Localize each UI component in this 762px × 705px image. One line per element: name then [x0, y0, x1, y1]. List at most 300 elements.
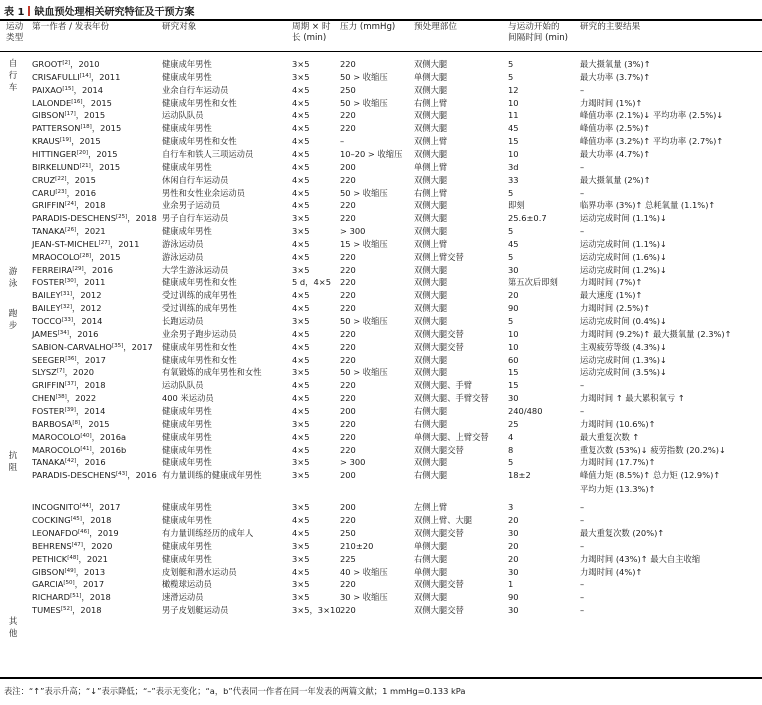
- publication-year: 2012: [80, 290, 102, 301]
- reference-number: [20]: [76, 149, 89, 156]
- site-cell: 双侧大腿: [414, 354, 448, 365]
- cycle-cell: 4×5: [292, 136, 310, 147]
- author-cell: PARADIS-DESCHENS[25]，2018: [32, 213, 157, 224]
- interval-cell: 即刻: [508, 200, 525, 211]
- cycle-cell: 3×5: [292, 367, 310, 378]
- interval-cell: 30: [508, 264, 519, 275]
- site-cell: 右侧大腿: [414, 406, 448, 416]
- publication-year: 2016: [91, 264, 114, 275]
- author-name: PETHICK: [32, 553, 68, 564]
- header-author: 第一作者 / 发表年份: [32, 22, 110, 32]
- pressure-cell: 220: [340, 328, 356, 339]
- publication-year: 2014: [81, 84, 104, 95]
- header-subject: 研究对象: [162, 22, 197, 32]
- site-cell: 双侧大腿: [414, 226, 448, 236]
- reference-number: [49]: [64, 567, 76, 574]
- reference-number: [22]: [55, 175, 67, 182]
- pressure-cell: 200: [340, 161, 356, 172]
- reference-number: [2]: [62, 60, 71, 66]
- site-cell: 双侧大腿: [414, 457, 448, 468]
- pressure-cell: 220: [340, 354, 356, 365]
- author-cell: MRAOCOLO[28]，2015: [32, 251, 121, 262]
- result-cell: 重复次数 (53%)↓ 疲劳指数 (20.2%)↓: [580, 444, 726, 455]
- result-cell: –: [580, 592, 585, 603]
- table-row: [0, 314, 762, 328]
- author-cell: KRAUS[19]，2015: [32, 136, 101, 147]
- table-row: [0, 340, 762, 354]
- publication-year: 2019: [97, 527, 119, 538]
- reference-number: [25]: [116, 214, 128, 221]
- publication-year: 2016b: [99, 444, 127, 455]
- publication-year: 2015: [100, 123, 122, 134]
- category-swimming: 游 泳: [8, 267, 18, 289]
- subject-cell: 皮划艇和潜水运动员: [162, 566, 237, 577]
- subject-cell: 健康成年男性: [162, 457, 212, 468]
- pressure-cell: 50 > 收缩压: [340, 367, 388, 378]
- author-name: JAMES: [32, 328, 58, 339]
- result-cell: 力竭时间 (2.5%)↑: [580, 303, 651, 314]
- cycle-cell: 3×5: [292, 71, 310, 82]
- result-cell: 运动完成时间 (3.5%)↓: [580, 367, 667, 378]
- author-name: JEAN-ST-MICHEL: [32, 238, 99, 249]
- author-cell: JEAN-ST-MICHEL[27]，2011: [32, 238, 140, 249]
- pressure-cell: 220: [340, 393, 356, 404]
- table-row: [0, 173, 762, 187]
- pressure-cell: 220: [340, 418, 356, 429]
- subject-cell: 业余男子运动员: [162, 200, 221, 211]
- publication-year: 2011: [99, 71, 121, 82]
- interval-cell: 5: [508, 226, 514, 236]
- author-cell: LEONAFDO[46]，2019: [32, 527, 119, 538]
- header-site: 预处理部位: [414, 22, 457, 32]
- reference-number: [18]: [80, 124, 92, 131]
- pressure-cell: 220: [340, 59, 356, 69]
- publication-year: 2021: [86, 553, 108, 564]
- author-name: MRAOCOLO: [32, 251, 80, 262]
- subject-cell: 400 米运动员: [162, 393, 214, 404]
- author-name: TANAKA: [32, 226, 65, 236]
- subject-cell: 健康成年男性: [162, 123, 212, 134]
- author-cell: TANAKA[26]，2021: [32, 226, 106, 236]
- publication-year: 2017: [99, 502, 121, 513]
- table-row: [0, 121, 762, 135]
- result-cell: 运动完成时间 (1.2%)↓: [580, 264, 667, 275]
- site-cell: 双侧大腿交替: [414, 579, 464, 590]
- subject-cell: 受过训练的成年男性: [162, 303, 237, 314]
- result-cell: 主观疲劳等级 (4.3%)↓: [580, 341, 667, 352]
- table-row: [0, 70, 762, 84]
- publication-year: 2015: [99, 251, 121, 262]
- header-result: 研究的主要结果: [580, 22, 641, 32]
- site-cell: 双侧上臂: [414, 238, 448, 249]
- reference-number: [30]: [64, 278, 76, 285]
- author-cell: CRISAFULLI[14]，2011: [32, 71, 121, 82]
- author-cell: BIRKELUND[21]，2015: [32, 161, 121, 172]
- publication-year: 2021: [84, 226, 106, 236]
- result-cell: –: [580, 161, 585, 172]
- top-rule: [0, 19, 762, 21]
- subject-cell: 速滑运动员: [162, 592, 204, 603]
- site-cell: 双侧大腿: [414, 290, 448, 301]
- interval-cell: 18±2: [508, 470, 531, 481]
- interval-cell: 30: [508, 527, 519, 538]
- pressure-cell: 10–20 > 收缩压: [340, 148, 403, 159]
- author-name: SLYSZ: [32, 367, 57, 378]
- author-name: CRUZ: [32, 174, 56, 185]
- author-cell: FOSTER[30]，2011: [32, 277, 106, 288]
- site-cell: 左侧上臂: [414, 502, 448, 513]
- interval-cell: 5: [508, 59, 514, 69]
- table-row: [0, 198, 762, 212]
- header-rule: [0, 51, 762, 52]
- table-row: [0, 552, 762, 566]
- subject-cell: 健康成年男性: [162, 431, 212, 442]
- bottom-rule: [0, 677, 762, 679]
- author-name: PARADIS-DESCHENS: [32, 470, 116, 481]
- author-cell: GARCIA[50]，2017: [32, 579, 105, 590]
- publication-year: 2014: [84, 406, 106, 416]
- result-cell: 运动完成时间 (1.1%)↓: [580, 213, 667, 224]
- pressure-cell: 50 > 收缩压: [340, 187, 388, 198]
- publication-year: 2018: [84, 200, 106, 211]
- reference-number: [48]: [67, 554, 79, 561]
- author-cell: PATTERSON[18]，2015: [32, 123, 122, 134]
- reference-number: [52]: [60, 606, 73, 612]
- author-cell: FOSTER[39]，2014: [32, 406, 106, 416]
- subject-cell: 健康成年男性: [162, 59, 212, 69]
- author-cell: BAILEY[31]，2012: [32, 290, 102, 301]
- reference-number: [23]: [55, 188, 67, 195]
- subject-cell: 健康成年男性和女性: [162, 277, 237, 288]
- pressure-cell: 30 > 收缩压: [340, 592, 388, 603]
- category-resistance: 抗 阻: [8, 451, 18, 473]
- pressure-cell: 220: [340, 444, 356, 455]
- pressure-cell: 200: [340, 502, 356, 513]
- pressure-cell: 50 > 收缩压: [340, 97, 388, 108]
- table-row: [0, 147, 762, 161]
- publication-year: 2012: [80, 303, 102, 314]
- cycle-cell: 3×5: [292, 592, 310, 603]
- site-cell: 双侧大腿: [414, 84, 448, 95]
- result-cell: –: [580, 502, 585, 513]
- cycle-cell: 4×5: [292, 238, 310, 249]
- site-cell: 双侧大腿: [414, 303, 448, 314]
- pressure-cell: 220: [340, 264, 356, 275]
- reference-number: [15]: [62, 85, 74, 92]
- publication-year: 2015: [99, 161, 121, 172]
- result-cell: 力竭时间 (4%)↑: [580, 566, 643, 577]
- pressure-cell: 220: [340, 174, 356, 185]
- reference-number: [28]: [79, 252, 92, 259]
- site-cell: 右侧大腿: [414, 418, 448, 429]
- site-cell: 单侧大腿、上臂交替: [414, 431, 489, 442]
- cycle-cell: 4×5: [292, 174, 310, 185]
- pressure-cell: –: [340, 136, 345, 147]
- author-name: CARU: [32, 187, 56, 198]
- site-cell: 右侧上臂: [414, 187, 448, 198]
- author-cell: TANAKA[42]，2016: [32, 457, 106, 468]
- subject-cell: 健康成年男性和女性: [162, 341, 237, 352]
- interval-cell: 5: [508, 251, 514, 262]
- subject-cell: 健康成年男性: [162, 161, 212, 172]
- interval-cell: 3: [508, 502, 514, 513]
- site-cell: 双侧大腿: [414, 367, 448, 378]
- interval-cell: 5: [508, 316, 514, 326]
- reference-number: [51]: [70, 593, 82, 600]
- author-cell: PAIXAO[15]，2014: [32, 84, 104, 95]
- publication-year: 2016: [84, 457, 106, 468]
- result-cell: 力竭时间 (43%)↑ 最大自主收缩: [580, 553, 701, 564]
- table-row: [0, 526, 762, 540]
- cycle-cell: 4×5: [292, 123, 310, 134]
- author-cell: CHEN[38]，2022: [32, 393, 97, 404]
- publication-year: 2014: [81, 316, 103, 326]
- result-cell: –: [580, 380, 585, 391]
- subject-cell: 游泳运动员: [162, 238, 204, 249]
- table-row: [0, 577, 762, 591]
- result-cell: 运动完成时间 (1.1%)↓: [580, 238, 667, 249]
- publication-year: 2020: [91, 540, 113, 551]
- result-cell: 峰值力矩 (8.5%)↑ 总力矩 (12.9%)↑: [580, 470, 721, 481]
- author-name: TUMES: [32, 605, 61, 615]
- publication-year: 2016: [135, 470, 157, 481]
- site-cell: 右侧上臂: [414, 97, 448, 108]
- table-row: [0, 468, 762, 495]
- result-cell: 峰值功率 (3.2%)↑ 平均功率 (2.7%)↑: [580, 136, 724, 147]
- subject-cell: 健康成年男性: [162, 502, 212, 513]
- publication-year: 2022: [75, 393, 97, 404]
- publication-year: 2015: [79, 136, 101, 147]
- table-row: [0, 500, 762, 514]
- author-name: GRIFFIN: [32, 200, 65, 211]
- site-cell: 双侧大腿: [414, 277, 448, 288]
- author-name: BAILEY: [32, 303, 61, 314]
- subject-cell: 健康成年男性: [162, 515, 212, 526]
- cycle-cell: 4×5: [292, 444, 310, 455]
- site-cell: 双侧上臂、大腿: [414, 515, 473, 526]
- site-cell: 双侧上臂: [414, 136, 448, 147]
- publication-year: 2015: [84, 110, 106, 121]
- cycle-cell: 4×5: [292, 341, 310, 352]
- reference-number: [39]: [64, 407, 76, 413]
- reference-number: [42]: [64, 458, 77, 465]
- subject-cell: 橄榄球运动员: [162, 579, 212, 590]
- result-cell: –: [580, 226, 585, 236]
- author-cell: COCKING[45]，2018: [32, 515, 112, 526]
- site-cell: 双侧大腿: [414, 213, 448, 224]
- publication-year: 2018: [89, 592, 111, 603]
- cycle-cell: 4×5: [292, 527, 310, 538]
- result-cell: 力竭时间 (1%)↑: [580, 97, 643, 108]
- subject-cell: 有氧锻炼的成年男性和女性: [162, 367, 262, 378]
- cycle-cell: 3×5: [292, 579, 310, 590]
- result-cell: –: [580, 187, 585, 198]
- reference-number: [16]: [71, 98, 83, 105]
- site-cell: 双侧大腿、手臂: [414, 380, 473, 391]
- interval-cell: 30: [508, 566, 519, 577]
- result-cell: 运动完成时间 (1.3%)↓: [580, 354, 667, 365]
- site-cell: 双侧大腿交替: [414, 444, 464, 455]
- interval-cell: 60: [508, 354, 519, 365]
- subject-cell: 健康成年男性: [162, 540, 212, 551]
- reference-number: [19]: [59, 137, 72, 144]
- category-cycling: 自 行 车: [8, 59, 18, 93]
- interval-cell: 8: [508, 444, 514, 455]
- interval-cell: 30: [508, 605, 519, 615]
- pressure-cell: 200: [340, 406, 356, 416]
- site-cell: 双侧大腿: [414, 316, 448, 326]
- reference-number: [31]: [60, 291, 73, 298]
- pressure-cell: 40 > 收缩压: [340, 566, 388, 577]
- author-name: BIRKELUND: [32, 161, 80, 172]
- author-name: BAILEY: [32, 290, 61, 301]
- author-name: LEONAFDO: [32, 527, 78, 538]
- category-other: 其 他: [8, 617, 18, 639]
- result-cell: 力竭时间 (10.6%)↑: [580, 418, 656, 429]
- site-cell: 双侧大腿: [414, 264, 448, 275]
- table-row: [0, 443, 762, 457]
- site-cell: 双侧大腿: [414, 59, 448, 69]
- reference-number: [29]: [72, 265, 84, 272]
- author-cell: SEEGER[36]，2017: [32, 354, 106, 365]
- interval-cell: 240/480: [508, 406, 543, 416]
- cycle-cell: 4×5: [292, 187, 310, 198]
- publication-year: 2017: [131, 341, 153, 352]
- subject-cell: 健康成年男性: [162, 444, 212, 455]
- publication-year: 2018: [90, 515, 112, 526]
- interval-cell: 15: [508, 380, 519, 391]
- publication-year: 2018: [135, 213, 157, 224]
- interval-cell: 5: [508, 71, 514, 82]
- interval-cell: 15: [508, 367, 519, 378]
- author-cell: CARU[23]，2016: [32, 187, 97, 198]
- interval-cell: 第五次后即刻: [508, 277, 558, 288]
- pressure-cell: 220: [340, 110, 356, 121]
- result-cell: –: [580, 540, 585, 551]
- reference-number: [8]: [72, 419, 81, 426]
- pressure-cell: 220: [340, 290, 356, 301]
- pressure-cell: 220: [340, 380, 356, 391]
- interval-cell: 10: [508, 148, 519, 159]
- reference-number: [7]: [56, 368, 65, 375]
- site-cell: 单侧大腿: [414, 566, 448, 577]
- cycle-cell: 3×5: [292, 470, 310, 481]
- publication-year: 2013: [84, 566, 106, 577]
- table-row: [0, 603, 762, 617]
- subject-cell: 健康成年男性和女性: [162, 97, 237, 108]
- site-cell: 双侧大腿: [414, 200, 448, 211]
- cycle-cell: 4×5: [292, 110, 310, 121]
- publication-year: 2017: [82, 579, 105, 590]
- table-caption: 缺血预处理相关研究特征及干预方案: [34, 7, 195, 18]
- cycle-cell: 4×5: [292, 328, 310, 339]
- cycle-cell: 3×5: [292, 59, 310, 69]
- reference-number: [43]: [116, 471, 128, 478]
- table-row: [0, 96, 762, 110]
- interval-cell: 45: [508, 238, 519, 249]
- subject-cell: 长跑运动员: [162, 316, 204, 326]
- site-cell: 单侧大腿: [414, 71, 448, 82]
- interval-cell: 4: [508, 431, 514, 442]
- table-label: 表 1: [4, 7, 25, 18]
- cycle-cell: 4×5: [292, 566, 310, 577]
- author-name: FOSTER: [32, 406, 65, 416]
- title-separator: [28, 6, 30, 16]
- interval-cell: 45: [508, 123, 519, 134]
- site-cell: 双侧大腿交替: [414, 341, 464, 352]
- table-row: [0, 365, 762, 379]
- pressure-cell: 220: [340, 251, 356, 262]
- subject-cell: 健康成年男性: [162, 406, 212, 416]
- cycle-cell: 3×5: [292, 457, 310, 468]
- cycle-cell: 3×5: [292, 264, 310, 275]
- interval-cell: 20: [508, 540, 519, 551]
- pressure-cell: 220: [340, 277, 356, 288]
- site-cell: 双侧大腿交替: [414, 605, 464, 615]
- author-name: HITTINGER: [32, 148, 77, 159]
- result-cell: –: [580, 84, 585, 95]
- interval-cell: 25: [508, 418, 519, 429]
- site-cell: 双侧大腿: [414, 148, 448, 159]
- site-cell: 双侧大腿: [414, 123, 448, 134]
- author-name: MAROCOLO: [32, 431, 81, 442]
- cycle-cell: 4×5: [292, 200, 310, 211]
- table-row: [0, 391, 762, 405]
- subject-cell: 健康成年男性: [162, 418, 212, 429]
- interval-cell: 20: [508, 290, 519, 301]
- author-cell: HITTINGER[20]，2015: [32, 148, 118, 159]
- interval-cell: 15: [508, 136, 519, 147]
- site-cell: 单侧大腿: [414, 540, 448, 551]
- table-row: [0, 301, 762, 315]
- table-title: [4, 3, 194, 17]
- result-cell: 最大功率 (4.7%)↑: [580, 148, 651, 159]
- result-cell: 力竭时间 (17.7%)↑: [580, 457, 656, 468]
- author-cell: GRIFFIN[24]，2018: [32, 200, 106, 211]
- author-name: GIBSON: [32, 566, 65, 577]
- pressure-cell: > 300: [340, 226, 366, 236]
- author-cell: TOCCO[33]，2014: [32, 316, 103, 326]
- pressure-cell: 220: [340, 341, 356, 352]
- cycle-cell: 4×5: [292, 290, 310, 301]
- cycle-cell: 4×5: [292, 406, 310, 416]
- interval-cell: 20: [508, 515, 519, 526]
- author-cell: FERREIRA[29]，2016: [32, 264, 114, 275]
- reference-number: [26]: [64, 227, 77, 233]
- interval-cell: 25.6±0.7: [508, 213, 547, 224]
- author-name: GRIFFIN: [32, 380, 65, 391]
- interval-cell: 12: [508, 84, 519, 95]
- publication-year: 2011: [84, 277, 106, 288]
- reference-number: [24]: [64, 201, 77, 208]
- reference-number: [17]: [64, 111, 76, 118]
- result-cell: 最大速度 (1%)↑: [580, 290, 643, 301]
- subject-cell: 业余男子跑步运动员: [162, 328, 237, 339]
- result-cell: –: [580, 515, 585, 526]
- result-cell: 力竭时间 ↑ 最大累积氧亏 ↑: [580, 393, 685, 404]
- author-name: MAROCOLO: [32, 444, 81, 455]
- subject-cell: 健康成年男性: [162, 71, 212, 82]
- pressure-cell: 220: [340, 431, 356, 442]
- site-cell: 单侧上臂: [414, 161, 448, 172]
- interval-cell: 20: [508, 553, 519, 564]
- category-running: 跑 步: [8, 309, 18, 331]
- author-name: CRISAFULLI: [32, 71, 80, 82]
- reference-number: [38]: [55, 394, 67, 401]
- subject-cell: 运动队队员: [162, 110, 204, 121]
- subject-cell: 业余自行车运动员: [162, 84, 229, 95]
- publication-year: 2015: [90, 97, 112, 108]
